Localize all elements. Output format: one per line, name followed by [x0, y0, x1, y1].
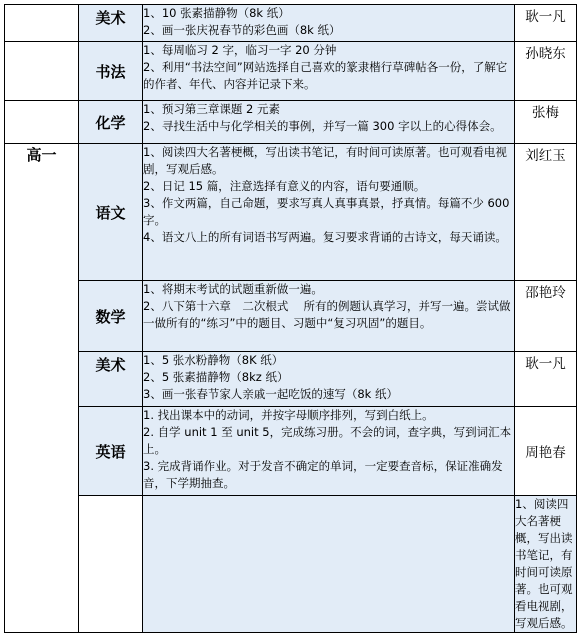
subject-label: 美术	[95, 9, 126, 27]
subject-cell	[79, 407, 143, 496]
task-item: 1、阅读四大名著梗概，写出读书笔记，有时间可读原著。也可观看电视剧，写观后感。	[143, 145, 507, 176]
task-item: 3. 完成背诵作业。对于发音不确定的单词，一定要查音标，保证准确发音，下学期抽查。	[143, 459, 503, 490]
content-cell	[143, 42, 515, 101]
table-row	[5, 144, 577, 281]
task-item: 3、画一张春节家人亲戚一起吃饭的速写（8k 纸）	[143, 387, 398, 401]
table-row	[5, 5, 577, 42]
task-item: 1、10 张素描静物（8k 纸）	[143, 6, 290, 20]
task-item: 2、日记 15 篇，注意选择有意义的内容，语句要通顺。	[143, 179, 426, 193]
task-item: 1、阅读四大名著梗概，写出读书笔记，有时间可读原著。也可观看电视剧，写观后感。	[515, 497, 573, 630]
subject-cell-empty	[143, 496, 515, 633]
grade-cell-empty	[5, 42, 79, 101]
content-cell	[143, 407, 515, 496]
teacher-cell: 耿一凡	[515, 352, 577, 407]
subject-label: 数学	[95, 307, 126, 326]
task-item: 2. 自学 unit 1 至 unit 5，完成练习册。不会的词，查字典，写到词汇本上。	[143, 425, 512, 456]
table-row	[5, 101, 577, 144]
teacher-cell: 邵艳玲	[515, 281, 577, 352]
grade-cell: 高一	[5, 144, 79, 633]
grade-cell-empty	[79, 496, 143, 633]
content-cell	[143, 144, 515, 281]
table-row	[5, 281, 577, 352]
teacher-cell: 刘红玉	[515, 144, 577, 281]
content-cell	[143, 5, 515, 42]
teacher-cell: 张梅	[515, 101, 577, 144]
subject-label: 英语	[95, 442, 126, 461]
subject-label: 美术	[95, 356, 126, 374]
table-row	[5, 407, 577, 496]
grade-cell-empty	[5, 101, 79, 144]
table-row	[5, 42, 577, 101]
task-item: 2、寻找生活中与化学相关的事例，并写一篇 300 字以上的心得体会。	[143, 119, 502, 133]
subject-label: 化学	[95, 113, 126, 132]
task-item: 1. 找出课本中的动词，并按字母顺序排列，写到白纸上。	[143, 408, 434, 422]
teacher-cell: 耿一凡	[515, 5, 577, 42]
subject-cell	[79, 281, 143, 352]
grade-cell-empty	[5, 5, 79, 42]
table-row	[5, 352, 577, 407]
subject-cell	[79, 144, 143, 281]
subject-label: 书法	[95, 62, 126, 81]
subject-cell	[79, 101, 143, 144]
task-item: 1、5 张水粉静物（8K 纸）	[143, 353, 284, 367]
subject-cell	[79, 5, 143, 42]
homework-table	[4, 4, 577, 633]
task-item: 1、每周临习 2 字，临习一字 20 分钟	[143, 43, 337, 57]
content-cell	[143, 101, 515, 144]
task-item: 2、画一张庆祝春节的彩色画（8k 纸）	[143, 23, 341, 37]
task-item: 2、5 张素描静物（8kz 纸）	[143, 370, 289, 384]
table-row	[5, 496, 577, 633]
subject-label: 语文	[95, 203, 126, 222]
teacher-cell: 孙晓东	[515, 42, 577, 101]
subject-cell	[79, 352, 143, 407]
teacher-cell: 周艳春	[515, 407, 577, 496]
content-cell	[143, 281, 515, 352]
content-cell	[143, 352, 515, 407]
subject-cell	[79, 42, 143, 101]
task-item: 3、作文两篇，自己命题，要求写真人真事真景，抒真情。每篇不少 600 字。	[143, 196, 510, 227]
task-item: 1、预习第三章课题 2 元素	[143, 102, 280, 116]
content-cell	[515, 496, 577, 633]
task-item: 2、利用“书法空间”网站选择自己喜欢的篆隶楷行草碑帖各一份，了解它的作者、年代、内容并记录下来。	[143, 60, 508, 91]
task-item: 2、八下第十六章 二次根式 所有的例题认真学习，并写一遍。尝试做一做所有的“练习”中的题目、习题中“复习巩固”的题目。	[143, 299, 511, 330]
task-item: 1、将期末考试的试题重新做一遍。	[143, 282, 323, 296]
task-item: 4、语文八上的所有词语书写两遍。复习要求背诵的古诗文，每天诵读。	[143, 230, 507, 244]
